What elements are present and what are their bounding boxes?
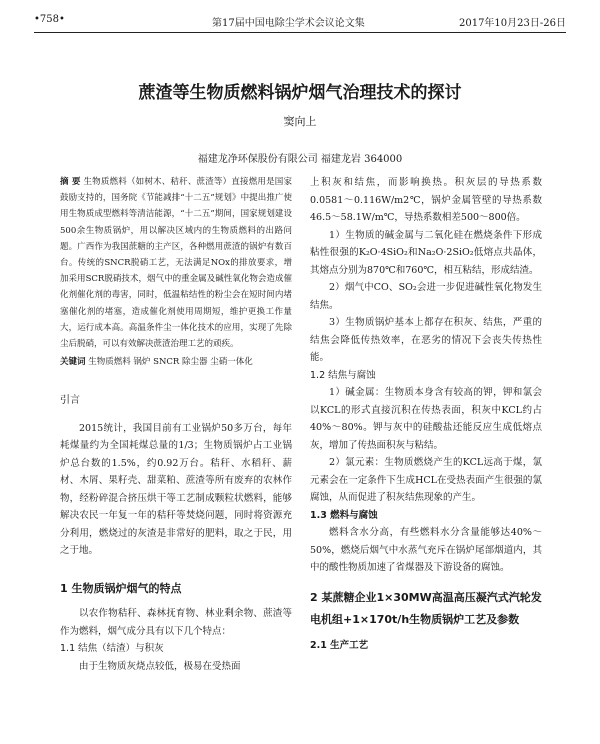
abstract-text: 生物质燃料（如树木、秸秆、蔗渣等）直接燃用是国家鼓励支持的，国务院《节能减排“十二五”规划》中提出推广使用生物质成型燃料等清洁能源，“十二五”期间，国家规划建设500余生物质锅炉，用以解决区域内的生物质燃料的出路问题。广西作为我国蔗糖的主产区，各种燃用蔗渣的锅炉有数百台。传统的SNCR脱硝工艺，无法满足NOx的排放要求，增加采用SCR脱硝技术，烟气中的重金属及碱性氧化物会造成催化剂催化剂的毒害，同时，低温粘结性的粉尘会在短时间内堵塞催化剂的堵塞，造成催化剂使用周期短，维护更换工作量大，运行成本高。高温条件尘一体化技术的应用，实现了先除尘后脱硝，可以有效解决蔗渣治理工艺的顽疾。 — [60, 177, 292, 350]
section2-heading: 2 某蔗糖企业1×30MW高温高压凝汽式汽轮发电机组+1×170t/h生物质锅炉工艺及参数 — [310, 590, 542, 626]
page-number: •758• — [34, 14, 65, 25]
header-rule — [34, 32, 566, 33]
paragraph-fuel-corrosion: 燃料含水分高，有些燃料水分含量能够达40%～50%，燃烧后烟气中水蒸气充斥在锅炉尾部烟道内，其中的酸性物质加速了省煤器及下游设备的腐蚀。 — [310, 527, 542, 573]
subsection-1-1-heading: 1.1 结焦（结渣）与积灰 — [60, 643, 164, 655]
list-item-5: 2）氯元素：生物质燃烧产生的KCL远高于煤，氯元素会在一定条件下生成HCL在受热表面产生很强的氯腐蚀，从而促进了积灰结焦现象的产生。 — [310, 457, 542, 503]
subsection-2-1-heading: 2.1 生产工艺 — [310, 639, 369, 651]
running-header — [34, 14, 566, 30]
abstract-label: 摘 要 — [60, 177, 81, 187]
list-item-3: 3）生物质锅炉基本上都存在积灰、结焦，严重的结焦会降低传热效率，在恶劣的情况下会丧失传热性能。 — [310, 317, 542, 363]
conference-name: 第17届中国电除尘学术会议论文集 — [212, 18, 365, 29]
subsection-1-2-heading: 1.2 结焦与腐蚀 — [310, 369, 376, 381]
paragraph-continued: 上积灰和结焦，而影响换热。积灰层的导热系数0.0581～0.116W/m2℃，锅炉金属管壁的导热系数46.5～58.1W/m℃，导热系数相差500～800倍。 — [310, 177, 542, 223]
keywords — [60, 354, 292, 370]
right-column — [310, 174, 542, 654]
list-item-1: 1）生物质的碱金属与二氧化硅在燃烧条件下形成粘性很强的K₂O·4SiO₂和Na₂O·2SiO₂低熔点共晶体，其熔点分别为870℃和760℃，相互粘结，形成结渣。 — [310, 229, 542, 276]
intro-paragraph: 2015统计，我国目前有工业锅炉50多万台，每年耗煤量约为全国耗煤总量的1/3；生物质锅炉占工业锅炉总台数的1.5%，约0.92万台。秸秆、水稻秆、薪材、木屑、果籽壳、甜菜粕、蔗渣等所有废弃的农林作物，经粉碎混合挤压烘干等工艺制成颗粒状燃料，能够解决农民一年复一年的秸秆等焚烧问题，同时将资源充分利用，燃烧过的灰渣是非常好的肥料，取之于民，用之于地。 — [60, 422, 292, 557]
section1-heading: 1 生物质锅炉烟气的特点 — [60, 581, 182, 595]
affiliation: 福建龙净环保股份有限公司 福建龙岩 364000 — [197, 154, 403, 165]
section1-paragraph: 以农作物秸秆、森林抚育物、林业剩余物、蔗渣等作为燃料，烟气成分具有以下几个特点： — [60, 608, 292, 637]
intro-heading: 引言 — [60, 395, 80, 407]
list-item-2: 2）烟气中CO、SO₂会进一步促进碱性氧化物发生结焦。 — [310, 282, 542, 311]
subsection-1-1-paragraph: 由于生物质灰烧点较低，极易在受热面 — [79, 660, 241, 672]
author: 窦向上 — [283, 115, 317, 128]
abstract — [60, 174, 292, 352]
subsection-1-3-heading: 1.3 燃料与腐蚀 — [310, 509, 378, 521]
paper-title: 蔗渣等生物质燃料锅炉烟气治理技术的探讨 — [138, 83, 462, 103]
list-item-4: 1）碱金属：生物质本身含有较高的钾，钾和氯会以KCL的形式直接沉积在传热表面，积灰中KCL约占40%～80%。钾与灰中的硅酸盐还能反应生成低熔点灰，增加了传热面积灰与粘结。 — [310, 387, 542, 451]
keywords-text: 生物质燃料 锅炉 SNCR 除尘器 尘硝一体化 — [88, 357, 253, 368]
conference-date: 2017年10月23日-26日 — [458, 18, 566, 29]
left-column — [60, 174, 292, 675]
keywords-label: 关键词 — [60, 357, 86, 368]
